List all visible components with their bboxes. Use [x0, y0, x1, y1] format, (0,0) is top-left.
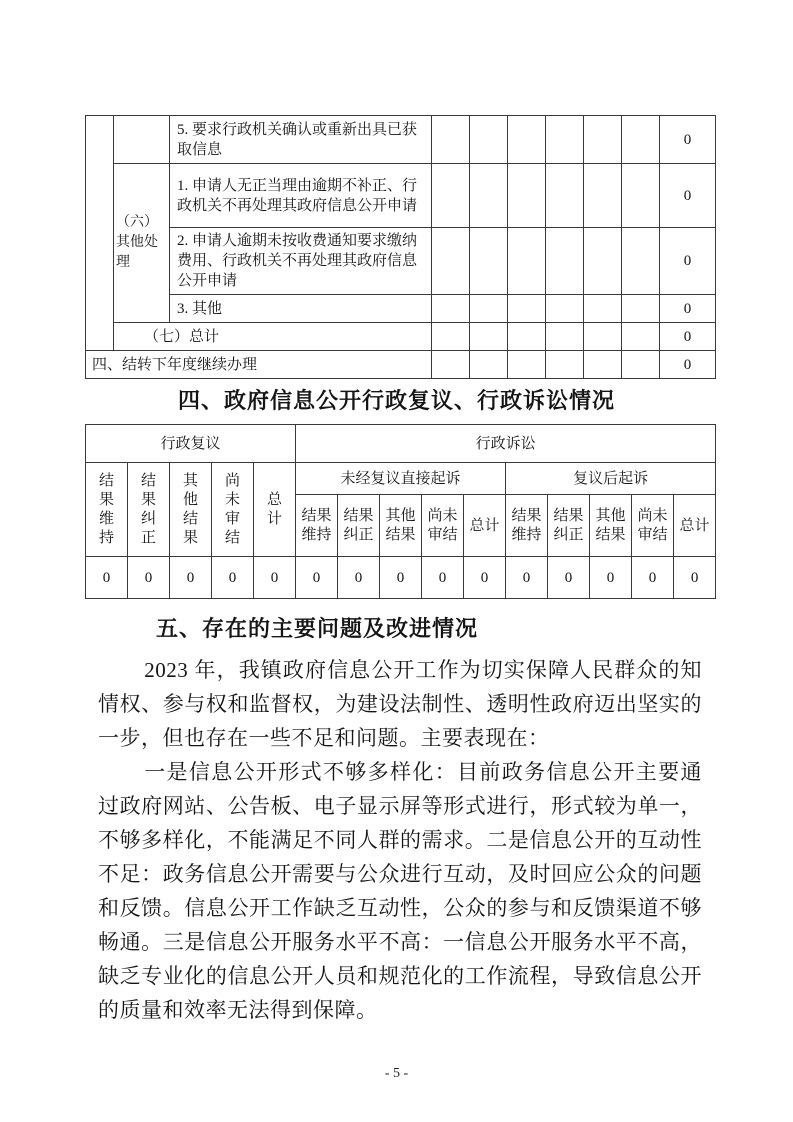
- litigation-col-header-text: 尚未审结: [427, 507, 458, 543]
- empty-cell: [546, 295, 584, 323]
- desc-cell: 2. 申请人逾期未按收费通知要求缴纳费用、行政机关不再处理其政府信息公开申请: [170, 228, 432, 295]
- litigation-col-header: [296, 495, 338, 557]
- table-row: [86, 164, 716, 228]
- litigation-col-header-text: 尚未审结: [637, 507, 668, 543]
- litigation-col-header: [590, 495, 632, 557]
- value-cell: 0: [86, 557, 128, 599]
- litigation-col-header-text: 结果纠正: [553, 507, 584, 543]
- section5-body: [98, 612, 702, 1027]
- empty-cell: [114, 116, 170, 164]
- subtotal-label-cell: （七）总计: [114, 323, 432, 351]
- empty-cell: [508, 116, 546, 164]
- value-cell: 0: [170, 557, 212, 599]
- page-number: - 5 -: [384, 1066, 409, 1081]
- empty-cell: [470, 164, 508, 228]
- litigation-col-header: [632, 495, 674, 557]
- review-col-header-text: 结果纠正: [140, 472, 156, 546]
- litigation-col-header: [380, 495, 422, 557]
- value-cell: 0: [338, 557, 380, 599]
- value-cell: 0: [296, 557, 338, 599]
- empty-cell: [470, 323, 508, 351]
- litigation-col-header: [338, 495, 380, 557]
- empty-cell: [86, 116, 114, 351]
- litigation-col-header: [422, 495, 464, 557]
- total-cell: 0: [660, 228, 716, 295]
- total-cell: 0: [660, 116, 716, 164]
- empty-cell: [622, 116, 660, 164]
- empty-cell: [432, 228, 470, 295]
- empty-cell: [622, 228, 660, 295]
- empty-cell: [546, 164, 584, 228]
- empty-cell: [508, 323, 546, 351]
- review-col-header: [170, 463, 212, 557]
- review-col-header: [212, 463, 254, 557]
- litigation-col-header: [674, 495, 716, 557]
- litigation-col-header-text: 总计: [469, 517, 500, 534]
- empty-cell: [508, 295, 546, 323]
- litigation-group-header: 行政诉讼: [296, 425, 716, 463]
- empty-cell: [546, 228, 584, 295]
- desc-cell: 1. 申请人无正当理由逾期不补正、行政机关不再处理其政府信息公开申请: [170, 164, 432, 228]
- value-cell: 0: [464, 557, 506, 599]
- litigation-col-header-text: 结果维持: [511, 507, 542, 543]
- empty-cell: [622, 295, 660, 323]
- table-row: [86, 295, 716, 323]
- value-cell: 0: [674, 557, 716, 599]
- empty-cell: [470, 228, 508, 295]
- table-row: [86, 116, 716, 164]
- empty-cell: [508, 164, 546, 228]
- table-row: [86, 228, 716, 295]
- empty-cell: [470, 351, 508, 379]
- litigation-col-header-text: 总计: [679, 517, 710, 534]
- empty-cell: [546, 351, 584, 379]
- desc-cell: 3. 其他: [170, 295, 432, 323]
- total-cell: 0: [660, 164, 716, 228]
- body-paragraph: 一是信息公开形式不够多样化：目前政务信息公开主要通过政府网站、公告板、电子显示屏等形式进行，形式较为单一，不够多样化，不能满足不同人群的需求。二是信息公开的互动性不足：政务信息公开需要与公众进行互动，及时回应公众的问题和反馈。信息公开工作缺乏互动性，公众的参与和反馈渠道不够畅通。三是信息公开服务水平不高：一信息公开服务水平不高，缺乏专业化的信息公开人员和规范化的工作流程，导致信息公开的质量和效率无法得到保障。: [98, 760, 702, 1022]
- after-review-suit-group-header: 复议后起诉: [506, 463, 716, 495]
- disclosure-processing-table: [85, 115, 716, 379]
- value-cell: 0: [548, 557, 590, 599]
- review-col-header-text: 结果维持: [98, 472, 114, 546]
- empty-cell: [584, 116, 622, 164]
- review-col-header: [86, 463, 128, 557]
- total-cell: 0: [660, 295, 716, 323]
- review-litigation-table: [85, 424, 716, 599]
- value-cell: 0: [254, 557, 296, 599]
- value-cell: 0: [590, 557, 632, 599]
- empty-cell: [584, 351, 622, 379]
- empty-cell: [508, 351, 546, 379]
- table-row: [86, 463, 716, 495]
- litigation-col-header: [506, 495, 548, 557]
- empty-cell: [546, 323, 584, 351]
- total-cell: 0: [660, 351, 716, 379]
- empty-cell: [622, 164, 660, 228]
- table-row: [86, 323, 716, 351]
- litigation-col-header-text: 结果维持: [301, 507, 332, 543]
- empty-cell: [622, 351, 660, 379]
- litigation-col-header-text: 其他结果: [595, 507, 626, 543]
- review-col-header-text: 总计: [267, 491, 283, 527]
- table-row: [86, 425, 716, 463]
- empty-cell: [584, 323, 622, 351]
- empty-cell: [546, 116, 584, 164]
- direct-suit-group-header: 未经复议直接起诉: [296, 463, 506, 495]
- litigation-col-header-text: 其他结果: [385, 507, 416, 543]
- review-col-header-text: 尚未审结: [224, 472, 240, 546]
- empty-cell: [584, 295, 622, 323]
- empty-cell: [432, 295, 470, 323]
- empty-cell: [470, 295, 508, 323]
- table-row: [86, 351, 716, 379]
- litigation-col-header: [548, 495, 590, 557]
- total-cell: 0: [660, 323, 716, 351]
- empty-cell: [584, 164, 622, 228]
- group-label-cell: （六）其他处理: [114, 164, 170, 323]
- carryover-label-cell: 四、结转下年度继续办理: [86, 351, 432, 379]
- value-cell: 0: [128, 557, 170, 599]
- value-cell: 0: [506, 557, 548, 599]
- empty-cell: [584, 228, 622, 295]
- desc-cell: 5. 要求行政机关确认或重新出具已获取信息: [170, 116, 432, 164]
- review-col-header: [254, 463, 296, 557]
- litigation-col-header: [464, 495, 506, 557]
- section5-title: 五、存在的主要问题及改进情况: [156, 616, 479, 641]
- section4-title: 四、政府信息公开行政复议、行政诉讼情况: [177, 388, 615, 413]
- litigation-col-header-text: 结果纠正: [343, 507, 374, 543]
- empty-cell: [508, 228, 546, 295]
- body-paragraph: 2023 年，我镇政府信息公开工作为切实保障人民群众的知情权、参与权和监督权，为建设法制性、透明性政府迈出坚实的一步，但也存在一些不足和问题。主要表现在：: [98, 658, 702, 750]
- empty-cell: [432, 116, 470, 164]
- review-col-header: [128, 463, 170, 557]
- empty-cell: [432, 351, 470, 379]
- empty-cell: [432, 323, 470, 351]
- review-group-header: 行政复议: [86, 425, 296, 463]
- value-cell: 0: [632, 557, 674, 599]
- value-cell: 0: [212, 557, 254, 599]
- empty-cell: [622, 323, 660, 351]
- review-col-header-text: 其他结果: [182, 472, 198, 546]
- value-cell: 0: [380, 557, 422, 599]
- empty-cell: [432, 164, 470, 228]
- value-cell: 0: [422, 557, 464, 599]
- empty-cell: [470, 116, 508, 164]
- table-row: [86, 557, 716, 599]
